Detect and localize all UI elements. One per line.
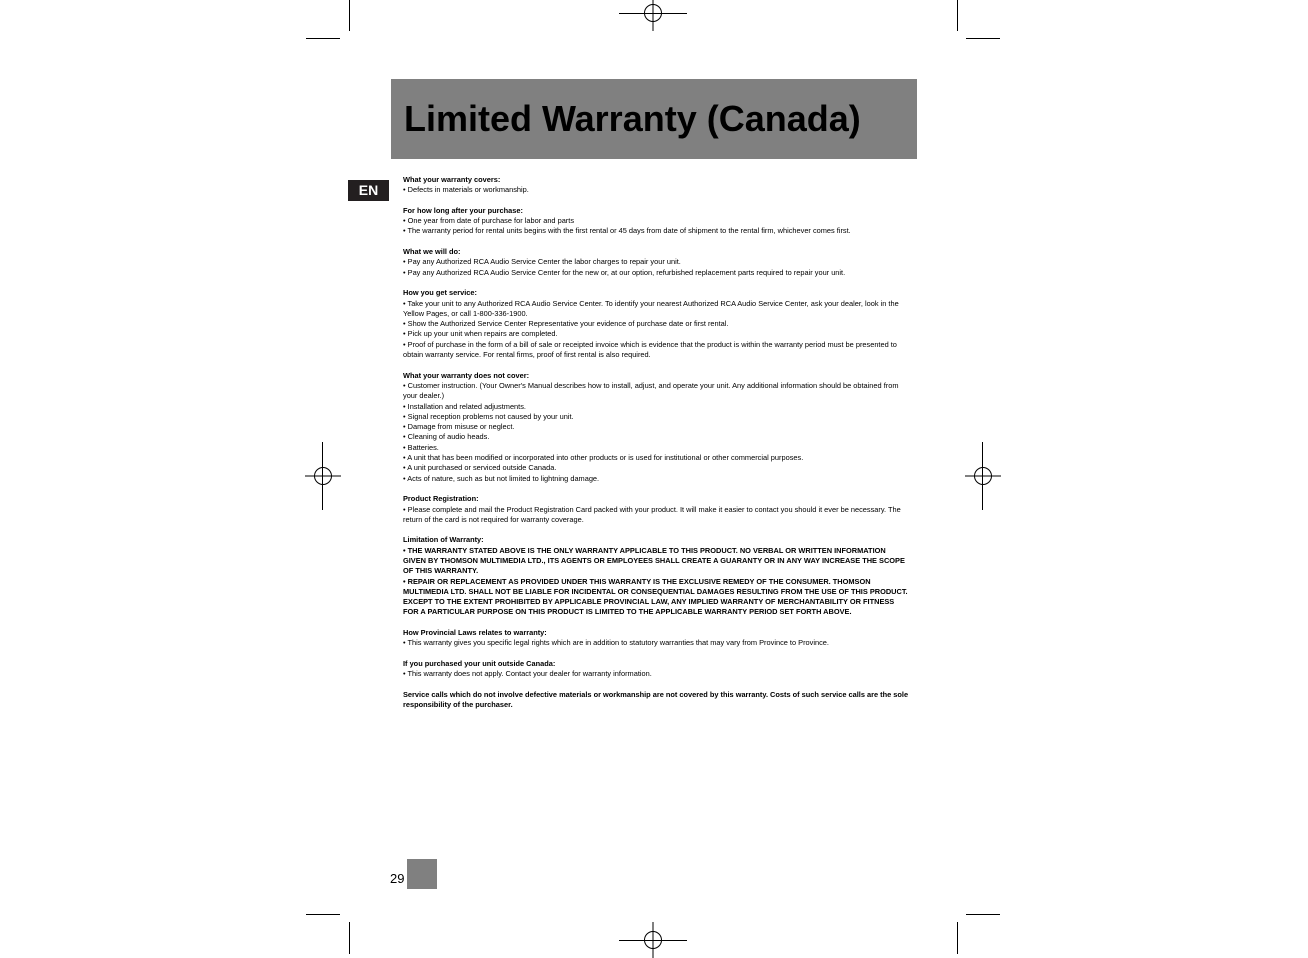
- bullet-item: • Pick up your unit when repairs are completed.: [403, 329, 558, 339]
- registration-mark-icon: [305, 458, 341, 494]
- bullet-item: • Batteries.: [403, 442, 439, 452]
- section-heading: What your warranty does not cover:: [403, 370, 530, 380]
- bullet-item: • Defects in materials or workmanship.: [403, 185, 529, 195]
- bullet-item: • Proof of purchase in the form of a bill of sale or receipted invoice which is evidence that the product is within the warranty period must be presented to obtain warranty service. For rental firms, proof of first rental is also required.: [403, 339, 897, 360]
- bullet-item: • Please complete and mail the Product Registration Card packed with your product. It will make it easier to contact you should it ever be necessary. The return of the card is not required for warranty coverage.: [403, 504, 901, 524]
- service-calls-note: Service calls which do not involve defective materials or workmanship are not covered by this warranty. Costs of such service calls are the sole responsibility of the purchaser.: [403, 689, 909, 710]
- bullet-item: • This warranty gives you specific legal rights which are in addition to statutory warranties that may vary from Province to Province.: [403, 638, 829, 648]
- section-not-covered: [403, 371, 909, 484]
- section-what-we-do: [403, 247, 909, 278]
- bullet-item: • Show the Authorized Service Center Representative your evidence of purchase date or first rental.: [403, 319, 729, 329]
- bullet-item: • Take your unit to any Authorized RCA Audio Service Center. To identify your nearest Authorized RCA Audio Service Center, ask your dealer, look in the Yellow Pages, or call 1-800-336-1900.: [403, 298, 899, 318]
- bullet-item: • A unit that has been modified or incorporated into other products or is used for institutional or other commercial purposes.: [403, 453, 804, 463]
- bullet-item: • THE WARRANTY STATED ABOVE IS THE ONLY WARRANTY APPLICABLE TO THIS PRODUCT. NO VERBAL OR WRITTEN INFORMATION GIVEN BY THOMSON MULTIMEDIA LTD., ITS AGENTS OR EMPLOYEES SHALL CREATE A GUARANTY OR IN ANY WAY INCREASE THE SCOPE OF THIS WARRANTY.: [403, 545, 905, 576]
- crop-mark: [966, 38, 1000, 39]
- section-get-service: [403, 288, 909, 360]
- section-duration: [403, 206, 909, 237]
- bullet-item: • Signal reception problems not caused by your unit.: [403, 411, 574, 421]
- section-coverage: [403, 175, 909, 196]
- warranty-content: [403, 175, 909, 710]
- page-tab: [407, 859, 437, 889]
- bullet-item: • Damage from misuse or neglect.: [403, 422, 515, 432]
- section-outside-canada: [403, 659, 909, 680]
- bullet-item: • Pay any Authorized RCA Audio Service Center for the new or, at our option, refurbished replacement parts required to repair your unit.: [403, 267, 846, 277]
- registration-mark-icon: [965, 458, 1001, 494]
- crop-mark: [957, 922, 958, 954]
- section-heading: If you purchased your unit outside Canada:: [403, 658, 556, 668]
- crop-mark: [966, 914, 1000, 915]
- crop-mark: [306, 914, 340, 915]
- section-heading: How you get service:: [403, 288, 477, 298]
- section-heading: Limitation of Warranty:: [403, 535, 484, 545]
- bullet-item: • REPAIR OR REPLACEMENT AS PROVIDED UNDER THIS WARRANTY IS THE EXCLUSIVE REMEDY OF THE CONSUMER. THOMSON MULTIMEDIA LTD. SHALL NOT BE LIABLE FOR INCIDENTAL OR CONSEQUENTIAL DAMAGES RESULTING FROM THE USE OF THIS PRODUCT. EXCEPT TO THE EXTENT PROHIBITED BY APPLICABLE PROVINCIAL LAW, ANY IMPLIED WARRANTY OF MERCHANTABILITY OR FITNESS FOR A PARTICULAR PURPOSE ON THIS PRODUCT IS LIMITED TO THE APPLICABLE WARRANTY PERIOD SET FORTH ABOVE.: [403, 576, 908, 617]
- section-heading: What we will do:: [403, 247, 461, 257]
- section-heading: Product Registration:: [403, 494, 479, 504]
- page-title: Limited Warranty (Canada): [404, 98, 861, 139]
- bullet-item: • Cleaning of audio heads.: [403, 432, 490, 442]
- page-number: 29: [390, 871, 405, 886]
- section-provincial-laws: [403, 628, 909, 649]
- crop-mark: [349, 922, 350, 954]
- section-limitation: [403, 535, 909, 617]
- bullet-item: • A unit purchased or serviced outside Canada.: [403, 463, 557, 473]
- title-bar: [391, 79, 917, 159]
- section-heading: How Provincial Laws relates to warranty:: [403, 628, 547, 638]
- bullet-item: • Installation and related adjustments.: [403, 401, 526, 411]
- crop-mark: [957, 0, 958, 31]
- bullet-item: • This warranty does not apply. Contact your dealer for warranty information.: [403, 669, 652, 679]
- section-registration: [403, 494, 909, 525]
- bullet-item: • One year from date of purchase for labor and parts: [403, 216, 575, 226]
- crop-mark: [306, 38, 340, 39]
- section-heading: For how long after your purchase:: [403, 205, 523, 215]
- bullet-item: • Acts of nature, such as but not limited to lightning damage.: [403, 473, 600, 483]
- registration-mark-icon: [635, 0, 671, 31]
- crop-mark: [349, 0, 350, 31]
- bullet-item: • Pay any Authorized RCA Audio Service Center the labor charges to repair your unit.: [403, 257, 681, 267]
- language-tab: EN: [348, 180, 389, 201]
- bullet-item: • Customer instruction. (Your Owner's Manual describes how to install, adjust, and operate your unit. Any additional information should be obtained from your dealer.): [403, 380, 899, 401]
- registration-mark-icon: [635, 922, 671, 958]
- bullet-item: • The warranty period for rental units begins with the first rental or 45 days from date of shipment to the rental firm, whichever comes first.: [403, 226, 851, 236]
- section-heading: What your warranty covers:: [403, 175, 501, 184]
